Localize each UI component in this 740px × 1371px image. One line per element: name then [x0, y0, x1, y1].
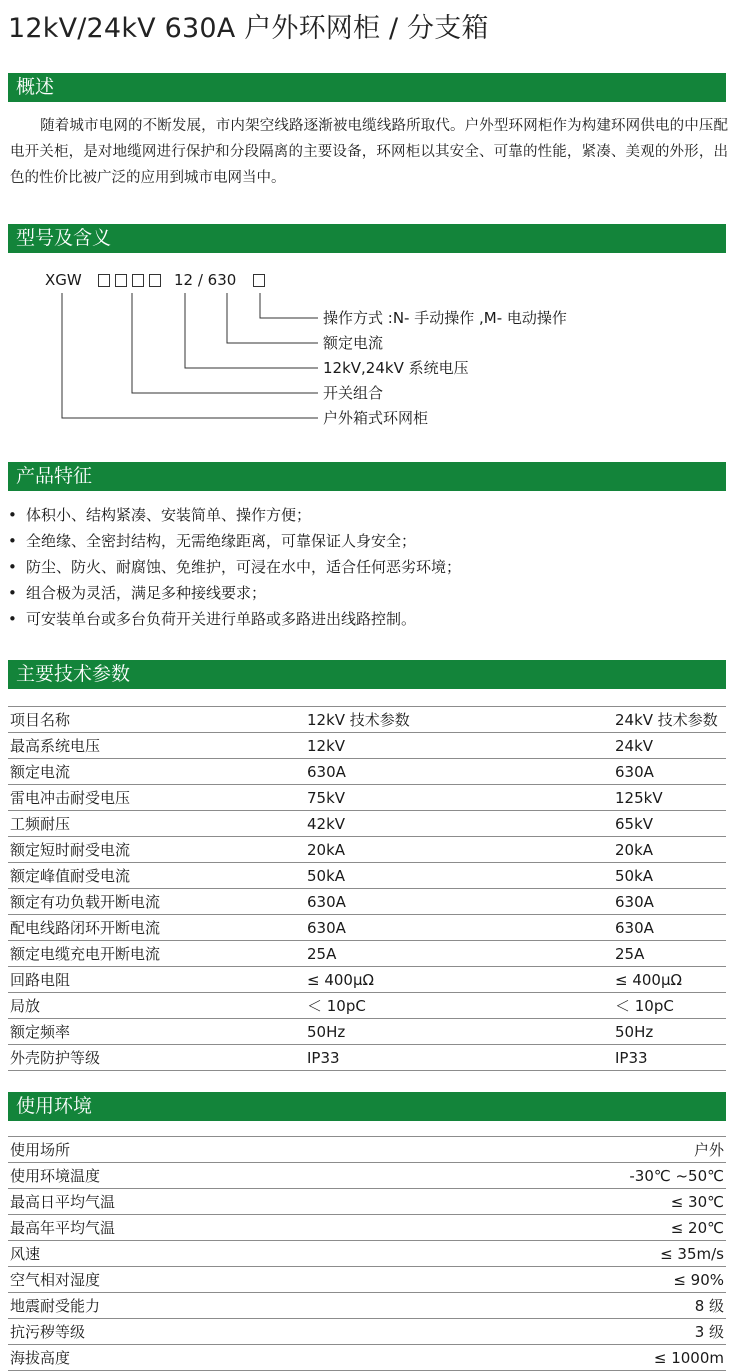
table-cell: 630A — [615, 759, 726, 785]
table-cell: 额定电缆充电开断电流 — [8, 941, 307, 967]
feature-text: 体积小、结构紧凑、安装简单、操作方便； — [26, 506, 312, 524]
table-cell: 额定频率 — [8, 1019, 307, 1045]
table-cell: 户外 — [385, 1137, 726, 1163]
table-cell: 抗污秽等级 — [8, 1319, 385, 1345]
model-label-current: 额定电流 — [323, 334, 384, 352]
list-item — [8, 580, 728, 606]
table-cell: 空气相对湿度 — [8, 1267, 385, 1293]
table-cell: ≤ 1000m — [385, 1345, 726, 1371]
table-cell: 630A — [307, 889, 615, 915]
table-row — [8, 1045, 726, 1071]
table-cell: 630A — [615, 889, 726, 915]
model-label-switch: 开关组合 — [323, 384, 384, 402]
table-cell: 20kA — [307, 837, 615, 863]
table-cell: 630A — [615, 915, 726, 941]
table-cell: 最高日平均气温 — [8, 1189, 385, 1215]
table-header-cell: 24kV 技术参数 — [615, 707, 726, 733]
table-cell: 50Hz — [307, 1019, 615, 1045]
model-rating: 12 / 630 — [174, 271, 237, 289]
model-label-operation: 操作方式 :N- 手动操作 ,M- 电动操作 — [323, 309, 567, 327]
table-cell: 局放 — [8, 993, 307, 1019]
table-cell: 12kV — [307, 733, 615, 759]
table-header-cell: 项目名称 — [8, 707, 307, 733]
table-cell: 最高年平均气温 — [8, 1215, 385, 1241]
table-row — [8, 1267, 726, 1293]
overview-paragraph — [10, 113, 728, 191]
table-row — [8, 1019, 726, 1045]
table-row — [8, 1345, 726, 1371]
model-label-voltage: 12kV,24kV 系统电压 — [323, 359, 469, 377]
table-cell: 125kV — [615, 785, 726, 811]
connector-system-voltage — [185, 293, 318, 368]
section-header-overview: 概述 — [8, 73, 726, 102]
bullet-icon: • — [8, 610, 17, 628]
table-cell: 额定电流 — [8, 759, 307, 785]
page-title: 12kV/24kV 630A 户外环网柜 / 分支箱 — [8, 13, 489, 44]
table-cell: 630A — [307, 915, 615, 941]
table-cell: 25A — [307, 941, 615, 967]
table-row — [8, 1189, 726, 1215]
table-cell: 额定有功负载开断电流 — [8, 889, 307, 915]
table-cell: 25A — [615, 941, 726, 967]
feature-text: 全绝缘、全密封结构，无需绝缘距离，可靠保证人身安全； — [26, 532, 417, 550]
table-cell: 75kV — [307, 785, 615, 811]
table-row — [8, 1137, 726, 1163]
list-item — [8, 502, 728, 528]
table-row — [8, 837, 726, 863]
table-cell: 50Hz — [615, 1019, 726, 1045]
table-cell: 65kV — [615, 811, 726, 837]
table-cell: 50kA — [307, 863, 615, 889]
table-cell: 额定短时耐受电流 — [8, 837, 307, 863]
table-row — [8, 967, 726, 993]
table-cell: 8 级 — [385, 1293, 726, 1319]
table-row — [8, 941, 726, 967]
table-row — [8, 1293, 726, 1319]
section-header-env: 使用环境 — [8, 1092, 726, 1121]
table-cell: 额定峰值耐受电流 — [8, 863, 307, 889]
list-item — [8, 554, 728, 580]
overview-text: 随着城市电网的不断发展，市内架空线路逐渐被电缆线路所取代。户外型环网柜作为构建环网供电的中压配电开关柜，是对地缆网进行保护和分段隔离的主要设备，环网柜以其安全、可靠的性能，紧凑、美观的外形，出色的性价比被广泛的应用到城市电网当中。 — [10, 118, 728, 186]
table-cell: 使用环境温度 — [8, 1163, 385, 1189]
table-cell: 配电线路闭环开断电流 — [8, 915, 307, 941]
table-cell: 20kA — [615, 837, 726, 863]
model-placeholder-box — [253, 274, 265, 287]
bullet-icon: • — [8, 506, 17, 524]
table-cell: ≤ 35m/s — [385, 1241, 726, 1267]
model-placeholder-box — [149, 274, 161, 287]
table-row — [8, 915, 726, 941]
feature-text: 组合极为灵活，满足多种接线要求； — [26, 584, 267, 602]
table-cell: 使用场所 — [8, 1137, 385, 1163]
table-row — [8, 811, 726, 837]
model-placeholder-box — [98, 274, 110, 287]
tech-parameters-table — [8, 706, 726, 1071]
table-cell: -30℃ ~50℃ — [385, 1163, 726, 1189]
table-cell: ＜ 10pC — [307, 993, 615, 1019]
table-cell: 地震耐受能力 — [8, 1293, 385, 1319]
connector-outdoor-type — [62, 293, 318, 418]
table-cell: 风速 — [8, 1241, 385, 1267]
list-item — [8, 528, 728, 554]
table-cell: 24kV — [615, 733, 726, 759]
table-cell: 最高系统电压 — [8, 733, 307, 759]
table-cell: ≤ 400μΩ — [307, 967, 615, 993]
table-cell: 海拔高度 — [8, 1345, 385, 1371]
table-cell: ≤ 20℃ — [385, 1215, 726, 1241]
table-row — [8, 993, 726, 1019]
table-cell: ≤ 30℃ — [385, 1189, 726, 1215]
section-header-model: 型号及含义 — [8, 224, 726, 253]
table-cell: IP33 — [615, 1045, 726, 1071]
table-cell: 50kA — [615, 863, 726, 889]
table-cell: ＜ 10pC — [615, 993, 726, 1019]
table-header-cell: 12kV 技术参数 — [307, 707, 615, 733]
table-row — [8, 733, 726, 759]
model-code-diagram — [0, 262, 740, 432]
table-row — [8, 863, 726, 889]
table-cell: 回路电阻 — [8, 967, 307, 993]
bullet-icon: • — [8, 584, 17, 602]
table-cell: ≤ 90% — [385, 1267, 726, 1293]
table-row — [8, 1319, 726, 1345]
table-cell: 3 级 — [385, 1319, 726, 1345]
table-header-row — [8, 707, 726, 733]
table-row — [8, 1163, 726, 1189]
section-header-features: 产品特征 — [8, 462, 726, 491]
model-placeholder-box — [132, 274, 144, 287]
table-cell: 630A — [307, 759, 615, 785]
connector-operation-mode — [260, 293, 318, 318]
table-cell: 雷电冲击耐受电压 — [8, 785, 307, 811]
table-cell: IP33 — [307, 1045, 615, 1071]
feature-text: 可安装单台或多台负荷开关进行单路或多路进出线路控制。 — [26, 610, 417, 628]
bullet-icon: • — [8, 558, 17, 576]
section-header-tech: 主要技术参数 — [8, 660, 726, 689]
feature-list — [8, 502, 728, 632]
table-cell: 42kV — [307, 811, 615, 837]
environment-table — [8, 1136, 726, 1371]
table-row — [8, 1215, 726, 1241]
table-cell: 工频耐压 — [8, 811, 307, 837]
table-row — [8, 889, 726, 915]
feature-text: 防尘、防火、耐腐蚀、免维护，可浸在水中，适合任何恶劣环境； — [26, 558, 462, 576]
list-item — [8, 606, 728, 632]
table-cell: 外壳防护等级 — [8, 1045, 307, 1071]
table-row — [8, 785, 726, 811]
table-cell: ≤ 400μΩ — [615, 967, 726, 993]
table-row — [8, 759, 726, 785]
model-prefix: XGW — [45, 271, 82, 289]
table-row — [8, 1241, 726, 1267]
model-label-type: 户外箱式环网柜 — [323, 409, 429, 427]
bullet-icon: • — [8, 532, 17, 550]
model-placeholder-box — [115, 274, 127, 287]
